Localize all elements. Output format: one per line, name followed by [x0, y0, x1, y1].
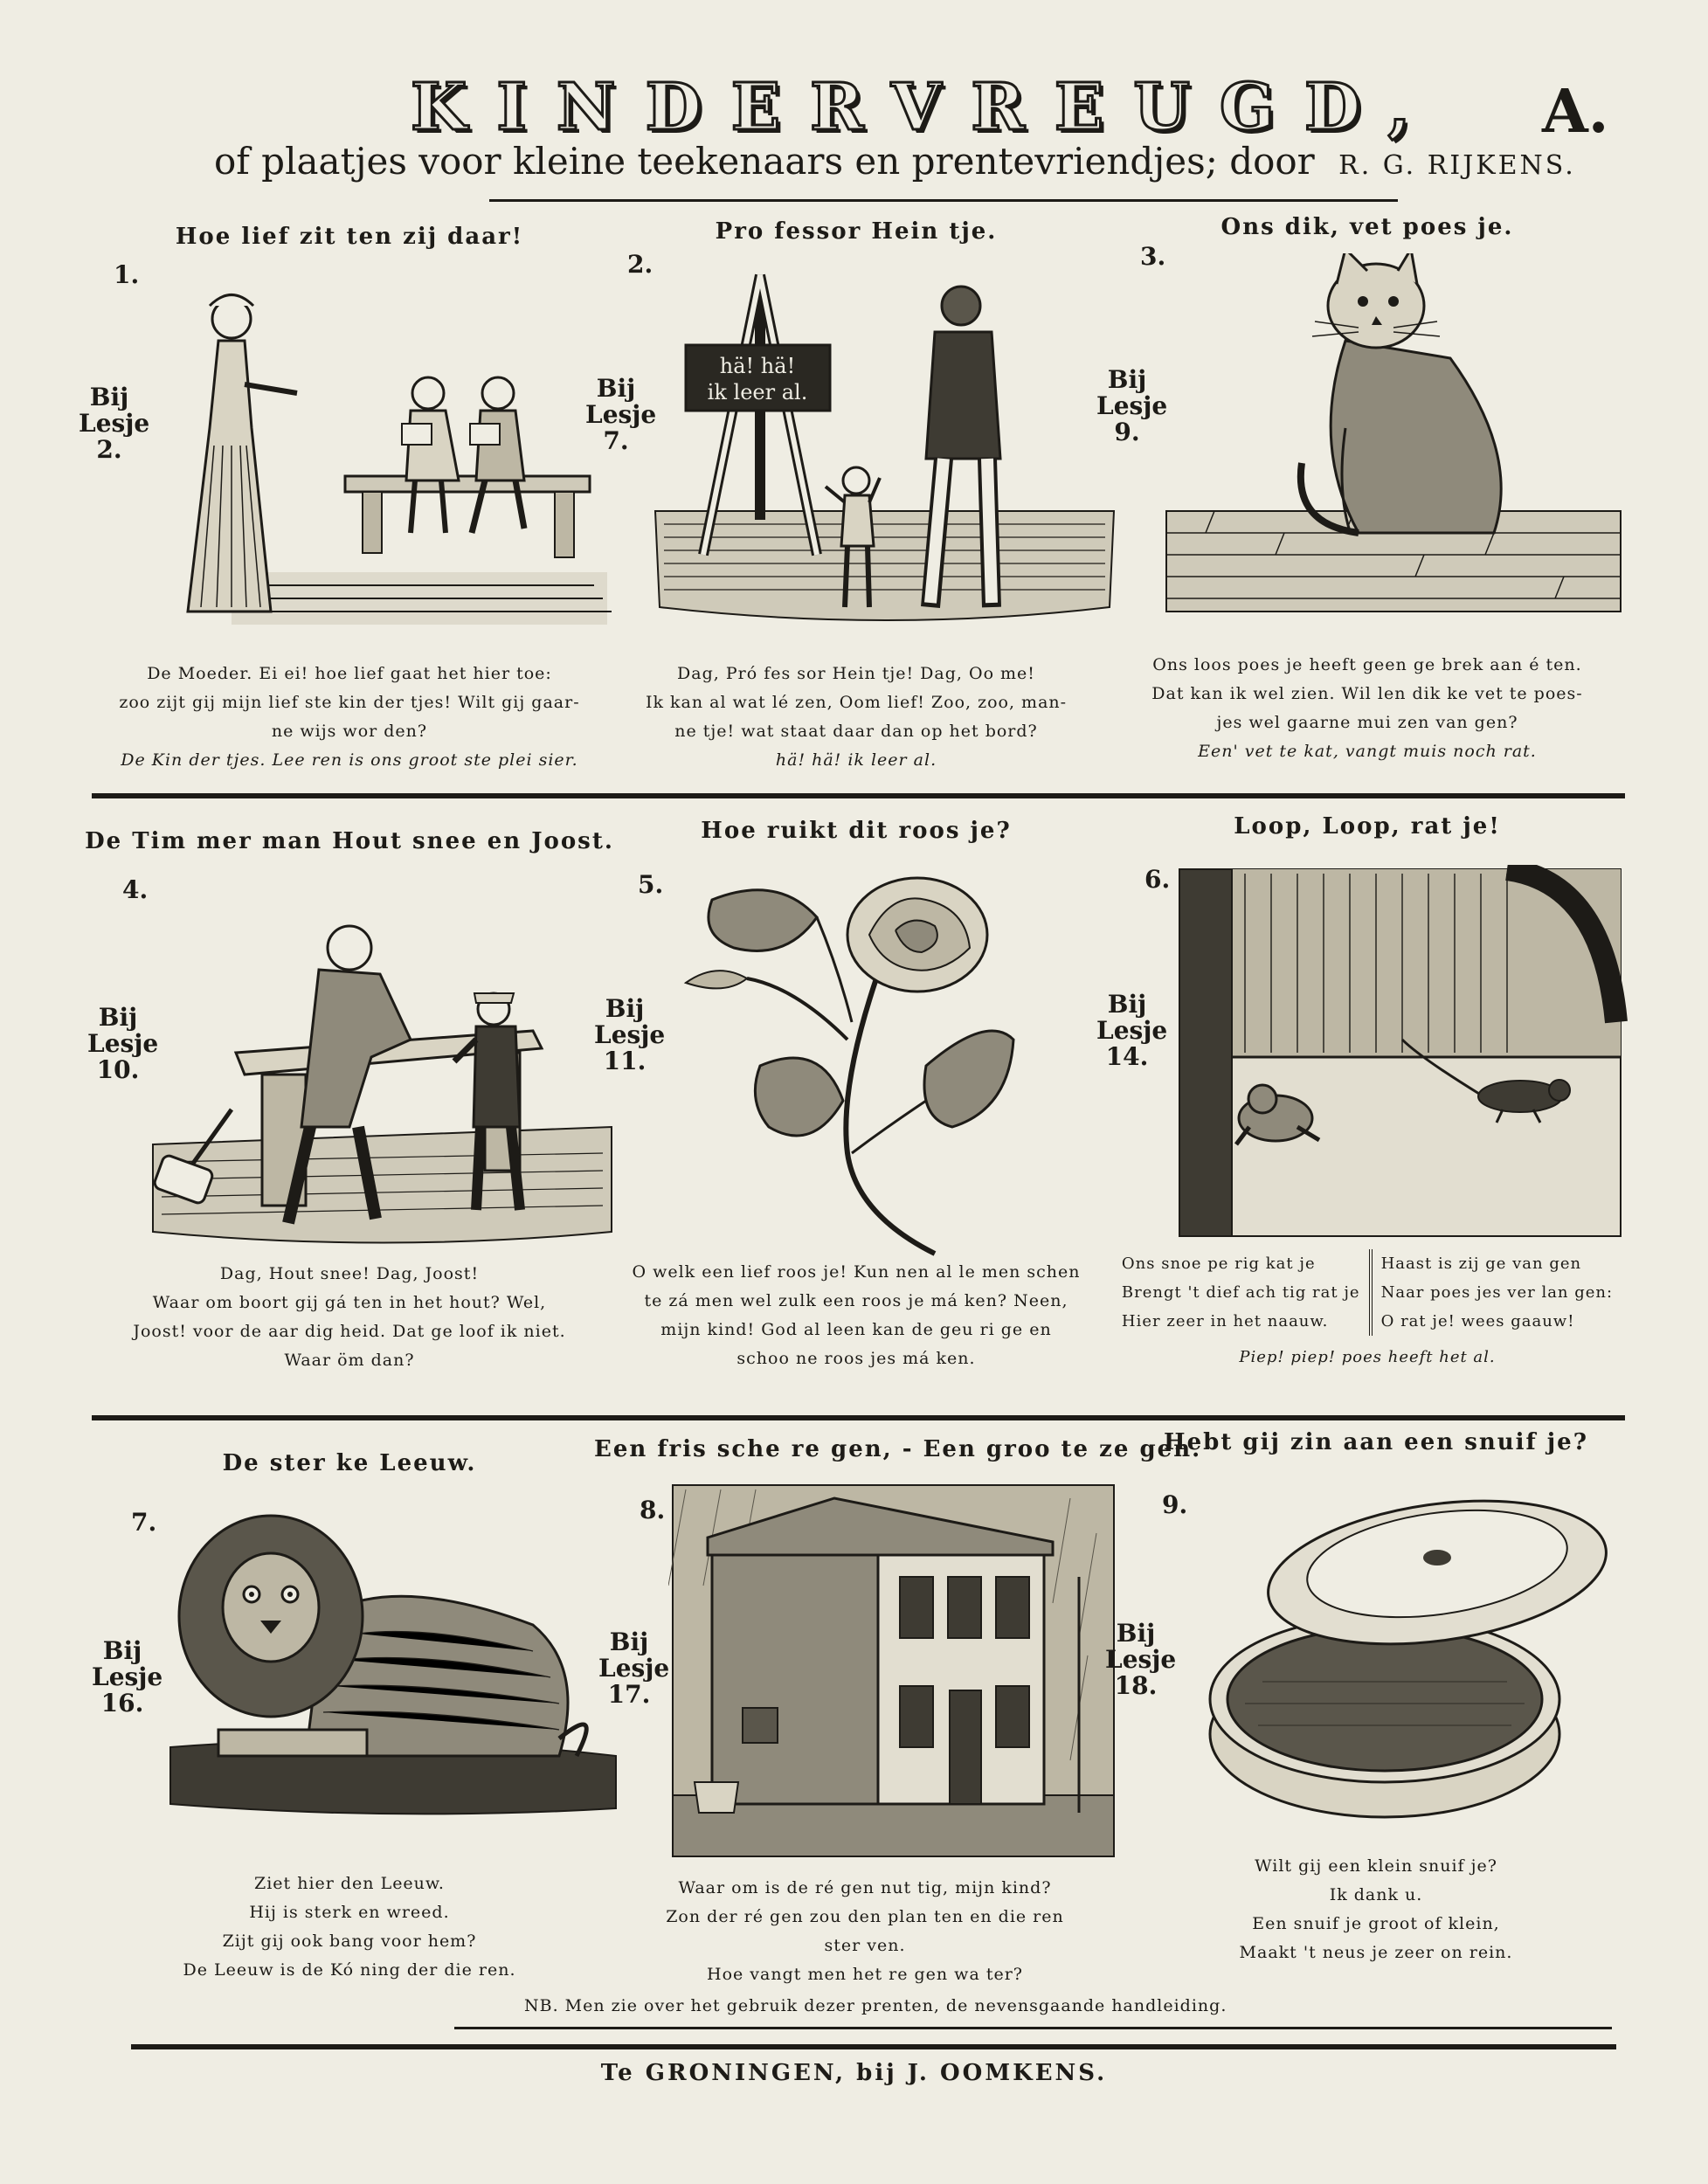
- lesson-reference: Bij Lesje 2.: [79, 383, 150, 464]
- lion-engraving: [166, 1494, 620, 1817]
- print-caption: Wilt gij een klein snuif je? Ik dank u. Een snuif je groot of klein, Maakt 't neus je zeer on rein.: [1239, 1856, 1513, 1962]
- lesson-reference: Bij Lesje 18.: [1105, 1619, 1177, 1700]
- print-title: Hoe lief zit ten zij daar!: [175, 224, 524, 250]
- print-caption: Ons loos poes je heeft geen ge brek aan é ten. Dat kan ik wel zien. Wil len dik ke vet te poes- jes wel gaarne mui zen van gen? Een' vet te kat, vangt muis noch rat.: [1151, 655, 1583, 761]
- verse-right: Haast is zij ge van gen Naar poes jes ver lan gen: O rat je! wees gaauw!: [1369, 1249, 1622, 1336]
- svg-text:hä! hä!: hä! hä!: [719, 354, 796, 378]
- print-number: 6.: [1144, 865, 1171, 894]
- snuffbox-engraving: [1175, 1481, 1629, 1848]
- print-title: De ster ke Leeuw.: [222, 1450, 477, 1476]
- print-caption: Dag, Hout snee! Dag, Joost! Waar om boort gij gá ten in het hout? Wel, Joost! voor de aar dig heid. Dat ge loof ik niet. Waar öm dan?: [133, 1264, 566, 1370]
- print-number: 5.: [638, 870, 664, 899]
- verse-columns: [1096, 1249, 1638, 1336]
- publisher-imprint: Te GRONINGEN, bij J. OOMKENS.: [600, 2060, 1108, 2086]
- sheet-letter: A.: [1542, 77, 1609, 147]
- print-cell-3: [1096, 214, 1638, 773]
- print-number: 7.: [131, 1508, 157, 1537]
- print-title: Hebt gij zin aan een snuif je?: [1164, 1429, 1588, 1455]
- subtitle-text: of plaatjes voor kleine teekenaars en prentevriendjes; door: [214, 140, 1315, 183]
- lesson-reference: Bij Lesje 10.: [87, 1003, 159, 1084]
- mother-and-children-engraving: [149, 271, 620, 638]
- professor-blackboard-engraving: [651, 258, 1123, 625]
- sheet-subtitle: [214, 140, 1576, 183]
- lesson-reference: Bij Lesje 11.: [594, 994, 666, 1075]
- verse-left: Ons snoe pe rig kat je Brengt 't dief ach tig rat je Hier zeer in het naauw.: [1121, 1254, 1360, 1330]
- print-caption: Dag, Pró fes sor Hein tje! Dag, Oo me! Ik kan al wat lé zen, Oom lief! Zoo, zoo, man- ne tje! wat staat daar dan op het bord? hä! hä! ik leer al.: [645, 664, 1068, 770]
- lesson-reference: Bij Lesje 14.: [1096, 990, 1168, 1071]
- print-cell-7: [79, 1441, 620, 2001]
- usage-note: NB. Men zie over het gebruik dezer prenten, de nevensgaande handleiding.: [524, 1996, 1227, 2015]
- print-title: Hoe ruikt dit roos je?: [701, 818, 1012, 844]
- print-title: Een fris sche re gen, - Een groo te ze gen.: [594, 1436, 1202, 1462]
- footer-rule: [131, 2044, 1616, 2049]
- print-caption: Ziet hier den Leeuw. Hij is sterk en wreed. Zijt gij ook bang voor hem? De Leeuw is de Kó ning der die ren.: [183, 1874, 516, 1980]
- lesson-reference: Bij Lesje 17.: [598, 1628, 670, 1709]
- title-rule: [489, 199, 1398, 202]
- carpenter-engraving: [149, 909, 620, 1249]
- print-cell-2: [585, 218, 1127, 778]
- print-cell-1: [79, 218, 620, 778]
- print-number: 9.: [1162, 1490, 1188, 1519]
- print-number: 4.: [122, 875, 149, 904]
- svg-text:ik leer al.: ik leer al.: [707, 380, 808, 404]
- print-title: Ons dik, vet poes je.: [1220, 214, 1514, 240]
- row-divider-2: [92, 1415, 1625, 1420]
- print-number: 2.: [627, 250, 653, 279]
- print-number: 3.: [1140, 242, 1166, 271]
- print-cell-6: [1096, 808, 1638, 1393]
- print-cell-5: [594, 812, 1118, 1389]
- print-caption: O welk een lief roos je! Kun nen al le men schen te zá men wel zulk een roos je má ken? Neen, mijn kind! God al leen kan de geu ri ge en schoo ne roos jes má ken.: [632, 1262, 1081, 1368]
- sheet-title: KINDERVREUGD,: [411, 70, 1441, 145]
- print-cell-9: [1105, 1424, 1647, 1983]
- print-title: Pro fessor Hein tje.: [715, 218, 998, 245]
- print-caption: De Moeder. Ei ei! hoe lief gaat het hier toe: zoo zijt gij mijn lief ste kin der tjes! Wilt gij gaar- ne wijs wor den? De Kin der tjes. Lee ren is ons groot ste plei sier.: [119, 664, 580, 770]
- print-caption: Waar om is de ré gen nut tig, mijn kind? Zon der ré gen zou den plan ten en die ren ster ven. Hoe vangt men het re gen wa ter?: [666, 1878, 1064, 1984]
- cat-and-rat-engraving: [1175, 865, 1629, 1241]
- print-title: De Tim mer man Hout snee en Joost.: [85, 828, 614, 854]
- print-cell-4: [79, 821, 620, 1398]
- lesson-reference: Bij Lesje 7.: [585, 374, 657, 455]
- print-title: Loop, Loop, rat je!: [1234, 813, 1501, 840]
- print-number: 8.: [640, 1496, 666, 1524]
- print-number: 1.: [114, 260, 140, 289]
- lesson-reference: Bij Lesje 9.: [1096, 365, 1168, 446]
- lesson-reference: Bij Lesje 16.: [92, 1636, 163, 1717]
- house-in-rain-engraving: [668, 1481, 1123, 1865]
- cat-engraving: [1162, 253, 1634, 620]
- print-caption: Ons snoe pe rig kat je Brengt 't dief ach tig rat je Hier zeer in het naauw. Haast is zij ge van gen Naar poes jes ver lan gen: O rat je! wees gaauw! Piep! piep! poes heeft het al.: [1096, 1249, 1638, 1372]
- note-rule: [454, 2027, 1612, 2029]
- row-divider-1: [92, 793, 1625, 798]
- rose-engraving: [664, 865, 1118, 1275]
- author-name: R. G. RIJKENS.: [1338, 150, 1576, 181]
